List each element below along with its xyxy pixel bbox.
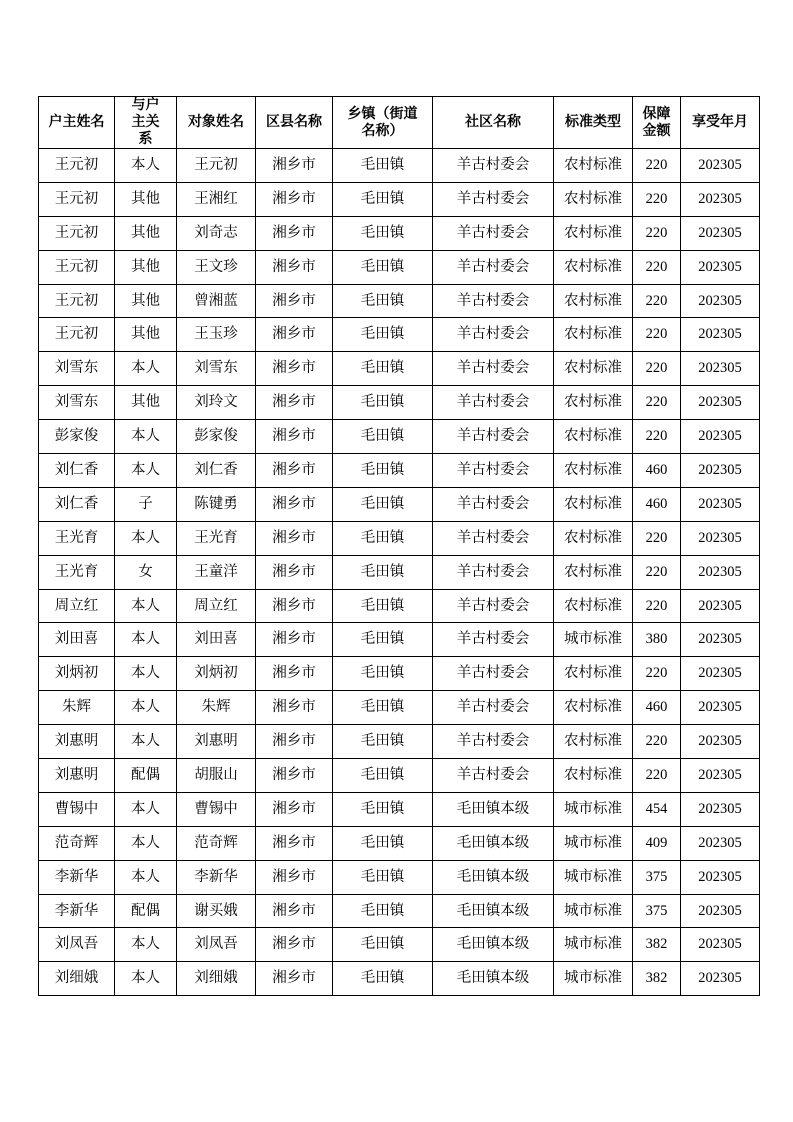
county-cell: 湘乡市 [256, 623, 333, 657]
month-cell: 202305 [681, 216, 760, 250]
recipient-name-cell: 陈键勇 [177, 487, 256, 521]
household-head-cell: 刘惠明 [39, 759, 115, 793]
standard-type-cell: 城市标准 [554, 792, 633, 826]
recipient-name-cell: 王湘红 [177, 182, 256, 216]
township-cell: 毛田镇 [333, 792, 433, 826]
community-cell: 羊古村委会 [433, 454, 554, 488]
table-row [39, 826, 760, 860]
header-row [39, 97, 760, 149]
table-row [39, 759, 760, 793]
header-cell: 乡镇（街道名称） [333, 97, 433, 149]
township-cell: 毛田镇 [333, 555, 433, 589]
relation-cell: 配偶 [115, 759, 177, 793]
county-cell: 湘乡市 [256, 250, 333, 284]
relation-cell: 其他 [115, 318, 177, 352]
standard-type-cell: 农村标准 [554, 521, 633, 555]
household-head-cell: 王元初 [39, 182, 115, 216]
community-cell: 羊古村委会 [433, 182, 554, 216]
township-cell: 毛田镇 [333, 623, 433, 657]
amount-cell: 220 [633, 657, 681, 691]
relation-cell: 本人 [115, 792, 177, 826]
standard-type-cell: 农村标准 [554, 454, 633, 488]
recipient-name-cell: 李新华 [177, 860, 256, 894]
household-head-cell: 刘雪东 [39, 352, 115, 386]
amount-cell: 375 [633, 860, 681, 894]
recipient-name-cell: 王元初 [177, 149, 256, 183]
recipient-name-cell: 王童洋 [177, 555, 256, 589]
relation-cell: 其他 [115, 284, 177, 318]
standard-type-cell: 农村标准 [554, 487, 633, 521]
standard-type-cell: 农村标准 [554, 386, 633, 420]
county-cell: 湘乡市 [256, 826, 333, 860]
recipient-name-cell: 谢买娥 [177, 894, 256, 928]
county-cell: 湘乡市 [256, 386, 333, 420]
township-cell: 毛田镇 [333, 149, 433, 183]
header-cell: 与户主关系 [115, 97, 177, 149]
township-cell: 毛田镇 [333, 386, 433, 420]
subsidy-roster [38, 96, 760, 996]
household-head-cell: 王光育 [39, 521, 115, 555]
household-head-cell: 刘炳初 [39, 657, 115, 691]
table-body [39, 149, 760, 996]
county-cell: 湘乡市 [256, 792, 333, 826]
standard-type-cell: 城市标准 [554, 928, 633, 962]
month-cell: 202305 [681, 894, 760, 928]
relation-cell: 其他 [115, 216, 177, 250]
header-cell: 社区名称 [433, 97, 554, 149]
month-cell: 202305 [681, 149, 760, 183]
month-cell: 202305 [681, 928, 760, 962]
county-cell: 湘乡市 [256, 149, 333, 183]
township-cell: 毛田镇 [333, 521, 433, 555]
month-cell: 202305 [681, 352, 760, 386]
relation-cell: 其他 [115, 182, 177, 216]
township-cell: 毛田镇 [333, 589, 433, 623]
month-cell: 202305 [681, 386, 760, 420]
community-cell: 羊古村委会 [433, 420, 554, 454]
community-cell: 羊古村委会 [433, 555, 554, 589]
amount-cell: 220 [633, 386, 681, 420]
relation-cell: 本人 [115, 725, 177, 759]
township-cell: 毛田镇 [333, 691, 433, 725]
community-cell: 羊古村委会 [433, 623, 554, 657]
community-cell: 羊古村委会 [433, 149, 554, 183]
month-cell: 202305 [681, 521, 760, 555]
community-cell: 羊古村委会 [433, 691, 554, 725]
month-cell: 202305 [681, 860, 760, 894]
table-row [39, 216, 760, 250]
month-cell: 202305 [681, 589, 760, 623]
month-cell: 202305 [681, 759, 760, 793]
relation-cell: 本人 [115, 149, 177, 183]
amount-cell: 220 [633, 725, 681, 759]
recipient-name-cell: 刘雪东 [177, 352, 256, 386]
amount-cell: 220 [633, 589, 681, 623]
relation-cell: 本人 [115, 352, 177, 386]
household-head-cell: 王元初 [39, 216, 115, 250]
household-head-cell: 刘田喜 [39, 623, 115, 657]
month-cell: 202305 [681, 318, 760, 352]
relation-cell: 其他 [115, 250, 177, 284]
recipient-name-cell: 曾湘蓝 [177, 284, 256, 318]
county-cell: 湘乡市 [256, 759, 333, 793]
standard-type-cell: 农村标准 [554, 284, 633, 318]
household-head-cell: 范奇辉 [39, 826, 115, 860]
relation-cell: 本人 [115, 826, 177, 860]
township-cell: 毛田镇 [333, 182, 433, 216]
township-cell: 毛田镇 [333, 284, 433, 318]
standard-type-cell: 农村标准 [554, 250, 633, 284]
amount-cell: 460 [633, 487, 681, 521]
community-cell: 羊古村委会 [433, 216, 554, 250]
household-head-cell: 王光育 [39, 555, 115, 589]
recipient-name-cell: 范奇辉 [177, 826, 256, 860]
amount-cell: 460 [633, 454, 681, 488]
county-cell: 湘乡市 [256, 318, 333, 352]
amount-cell: 382 [633, 962, 681, 996]
community-cell: 羊古村委会 [433, 250, 554, 284]
table-row [39, 386, 760, 420]
county-cell: 湘乡市 [256, 216, 333, 250]
table-row [39, 555, 760, 589]
standard-type-cell: 城市标准 [554, 623, 633, 657]
recipient-name-cell: 王光育 [177, 521, 256, 555]
amount-cell: 375 [633, 894, 681, 928]
standard-type-cell: 城市标准 [554, 962, 633, 996]
relation-cell: 本人 [115, 860, 177, 894]
header-cell: 标准类型 [554, 97, 633, 149]
month-cell: 202305 [681, 182, 760, 216]
recipient-name-cell: 刘凤吾 [177, 928, 256, 962]
recipient-name-cell: 王文珍 [177, 250, 256, 284]
amount-cell: 220 [633, 420, 681, 454]
standard-type-cell: 农村标准 [554, 657, 633, 691]
recipient-name-cell: 刘玲文 [177, 386, 256, 420]
community-cell: 羊古村委会 [433, 657, 554, 691]
amount-cell: 220 [633, 318, 681, 352]
table-row [39, 589, 760, 623]
amount-cell: 409 [633, 826, 681, 860]
amount-cell: 380 [633, 623, 681, 657]
household-head-cell: 李新华 [39, 894, 115, 928]
standard-type-cell: 农村标准 [554, 318, 633, 352]
amount-cell: 382 [633, 928, 681, 962]
table-row [39, 454, 760, 488]
table-row [39, 352, 760, 386]
month-cell: 202305 [681, 826, 760, 860]
amount-cell: 220 [633, 149, 681, 183]
amount-cell: 460 [633, 691, 681, 725]
header-cell: 享受年月 [681, 97, 760, 149]
amount-cell: 220 [633, 284, 681, 318]
amount-cell: 220 [633, 250, 681, 284]
month-cell: 202305 [681, 657, 760, 691]
table-row [39, 623, 760, 657]
standard-type-cell: 农村标准 [554, 352, 633, 386]
county-cell: 湘乡市 [256, 860, 333, 894]
standard-type-cell: 农村标准 [554, 182, 633, 216]
community-cell: 毛田镇本级 [433, 792, 554, 826]
recipient-name-cell: 刘炳初 [177, 657, 256, 691]
relation-cell: 本人 [115, 962, 177, 996]
township-cell: 毛田镇 [333, 894, 433, 928]
standard-type-cell: 城市标准 [554, 826, 633, 860]
table-row [39, 657, 760, 691]
month-cell: 202305 [681, 420, 760, 454]
month-cell: 202305 [681, 284, 760, 318]
township-cell: 毛田镇 [333, 352, 433, 386]
community-cell: 羊古村委会 [433, 759, 554, 793]
household-head-cell: 周立红 [39, 589, 115, 623]
amount-cell: 220 [633, 521, 681, 555]
county-cell: 湘乡市 [256, 894, 333, 928]
county-cell: 湘乡市 [256, 725, 333, 759]
month-cell: 202305 [681, 555, 760, 589]
county-cell: 湘乡市 [256, 928, 333, 962]
amount-cell: 220 [633, 759, 681, 793]
table-row [39, 928, 760, 962]
header-cell: 户主姓名 [39, 97, 115, 149]
county-cell: 湘乡市 [256, 454, 333, 488]
recipient-name-cell: 刘奇志 [177, 216, 256, 250]
township-cell: 毛田镇 [333, 860, 433, 894]
community-cell: 毛田镇本级 [433, 894, 554, 928]
county-cell: 湘乡市 [256, 487, 333, 521]
county-cell: 湘乡市 [256, 182, 333, 216]
township-cell: 毛田镇 [333, 759, 433, 793]
recipient-name-cell: 王玉珍 [177, 318, 256, 352]
table-row [39, 149, 760, 183]
standard-type-cell: 农村标准 [554, 589, 633, 623]
township-cell: 毛田镇 [333, 657, 433, 691]
standard-type-cell: 城市标准 [554, 860, 633, 894]
recipient-name-cell: 彭家俊 [177, 420, 256, 454]
township-cell: 毛田镇 [333, 454, 433, 488]
standard-type-cell: 农村标准 [554, 149, 633, 183]
month-cell: 202305 [681, 623, 760, 657]
township-cell: 毛田镇 [333, 250, 433, 284]
relation-cell: 本人 [115, 454, 177, 488]
month-cell: 202305 [681, 250, 760, 284]
relation-cell: 配偶 [115, 894, 177, 928]
relation-cell: 本人 [115, 420, 177, 454]
standard-type-cell: 农村标准 [554, 555, 633, 589]
household-head-cell: 曹锡中 [39, 792, 115, 826]
relation-cell: 本人 [115, 623, 177, 657]
relation-cell: 本人 [115, 657, 177, 691]
township-cell: 毛田镇 [333, 487, 433, 521]
household-head-cell: 刘仁香 [39, 454, 115, 488]
relation-cell: 其他 [115, 386, 177, 420]
month-cell: 202305 [681, 792, 760, 826]
table-row [39, 962, 760, 996]
standard-type-cell: 农村标准 [554, 216, 633, 250]
household-head-cell: 朱辉 [39, 691, 115, 725]
table-row [39, 894, 760, 928]
recipient-name-cell: 刘细娥 [177, 962, 256, 996]
table-row [39, 318, 760, 352]
table-row [39, 487, 760, 521]
relation-cell: 子 [115, 487, 177, 521]
community-cell: 羊古村委会 [433, 725, 554, 759]
community-cell: 毛田镇本级 [433, 928, 554, 962]
county-cell: 湘乡市 [256, 691, 333, 725]
township-cell: 毛田镇 [333, 962, 433, 996]
standard-type-cell: 城市标准 [554, 894, 633, 928]
community-cell: 羊古村委会 [433, 589, 554, 623]
county-cell: 湘乡市 [256, 555, 333, 589]
county-cell: 湘乡市 [256, 352, 333, 386]
table-row [39, 860, 760, 894]
recipient-name-cell: 曹锡中 [177, 792, 256, 826]
township-cell: 毛田镇 [333, 216, 433, 250]
amount-cell: 220 [633, 352, 681, 386]
county-cell: 湘乡市 [256, 284, 333, 318]
month-cell: 202305 [681, 454, 760, 488]
header-cell: 对象姓名 [177, 97, 256, 149]
county-cell: 湘乡市 [256, 962, 333, 996]
household-head-cell: 王元初 [39, 250, 115, 284]
household-head-cell: 刘仁香 [39, 487, 115, 521]
recipient-name-cell: 周立红 [177, 589, 256, 623]
amount-cell: 454 [633, 792, 681, 826]
recipient-name-cell: 刘田喜 [177, 623, 256, 657]
community-cell: 羊古村委会 [433, 386, 554, 420]
amount-cell: 220 [633, 555, 681, 589]
recipient-name-cell: 刘惠明 [177, 725, 256, 759]
community-cell: 羊古村委会 [433, 521, 554, 555]
township-cell: 毛田镇 [333, 725, 433, 759]
community-cell: 羊古村委会 [433, 284, 554, 318]
recipient-name-cell: 刘仁香 [177, 454, 256, 488]
standard-type-cell: 农村标准 [554, 759, 633, 793]
community-cell: 羊古村委会 [433, 318, 554, 352]
community-cell: 毛田镇本级 [433, 860, 554, 894]
table-row [39, 182, 760, 216]
relation-cell: 本人 [115, 691, 177, 725]
relation-cell: 本人 [115, 589, 177, 623]
month-cell: 202305 [681, 691, 760, 725]
household-head-cell: 彭家俊 [39, 420, 115, 454]
township-cell: 毛田镇 [333, 928, 433, 962]
amount-cell: 220 [633, 182, 681, 216]
recipient-name-cell: 胡服山 [177, 759, 256, 793]
table-row [39, 521, 760, 555]
household-head-cell: 王元初 [39, 318, 115, 352]
standard-type-cell: 农村标准 [554, 725, 633, 759]
household-head-cell: 刘惠明 [39, 725, 115, 759]
table-row [39, 284, 760, 318]
month-cell: 202305 [681, 487, 760, 521]
township-cell: 毛田镇 [333, 826, 433, 860]
community-cell: 羊古村委会 [433, 487, 554, 521]
header-cell: 保障金额 [633, 97, 681, 149]
household-head-cell: 王元初 [39, 149, 115, 183]
month-cell: 202305 [681, 962, 760, 996]
table-row [39, 691, 760, 725]
community-cell: 毛田镇本级 [433, 962, 554, 996]
county-cell: 湘乡市 [256, 589, 333, 623]
household-head-cell: 刘细娥 [39, 962, 115, 996]
community-cell: 羊古村委会 [433, 352, 554, 386]
month-cell: 202305 [681, 725, 760, 759]
standard-type-cell: 农村标准 [554, 691, 633, 725]
table-row [39, 250, 760, 284]
township-cell: 毛田镇 [333, 420, 433, 454]
county-cell: 湘乡市 [256, 521, 333, 555]
table-row [39, 792, 760, 826]
table-row [39, 420, 760, 454]
household-head-cell: 刘凤吾 [39, 928, 115, 962]
household-head-cell: 李新华 [39, 860, 115, 894]
relation-cell: 本人 [115, 521, 177, 555]
recipient-name-cell: 朱辉 [177, 691, 256, 725]
table-row [39, 725, 760, 759]
header-cell: 区县名称 [256, 97, 333, 149]
township-cell: 毛田镇 [333, 318, 433, 352]
subsidy-table [38, 96, 760, 996]
relation-cell: 女 [115, 555, 177, 589]
standard-type-cell: 农村标准 [554, 420, 633, 454]
household-head-cell: 王元初 [39, 284, 115, 318]
amount-cell: 220 [633, 216, 681, 250]
household-head-cell: 刘雪东 [39, 386, 115, 420]
community-cell: 毛田镇本级 [433, 826, 554, 860]
relation-cell: 本人 [115, 928, 177, 962]
county-cell: 湘乡市 [256, 657, 333, 691]
county-cell: 湘乡市 [256, 420, 333, 454]
